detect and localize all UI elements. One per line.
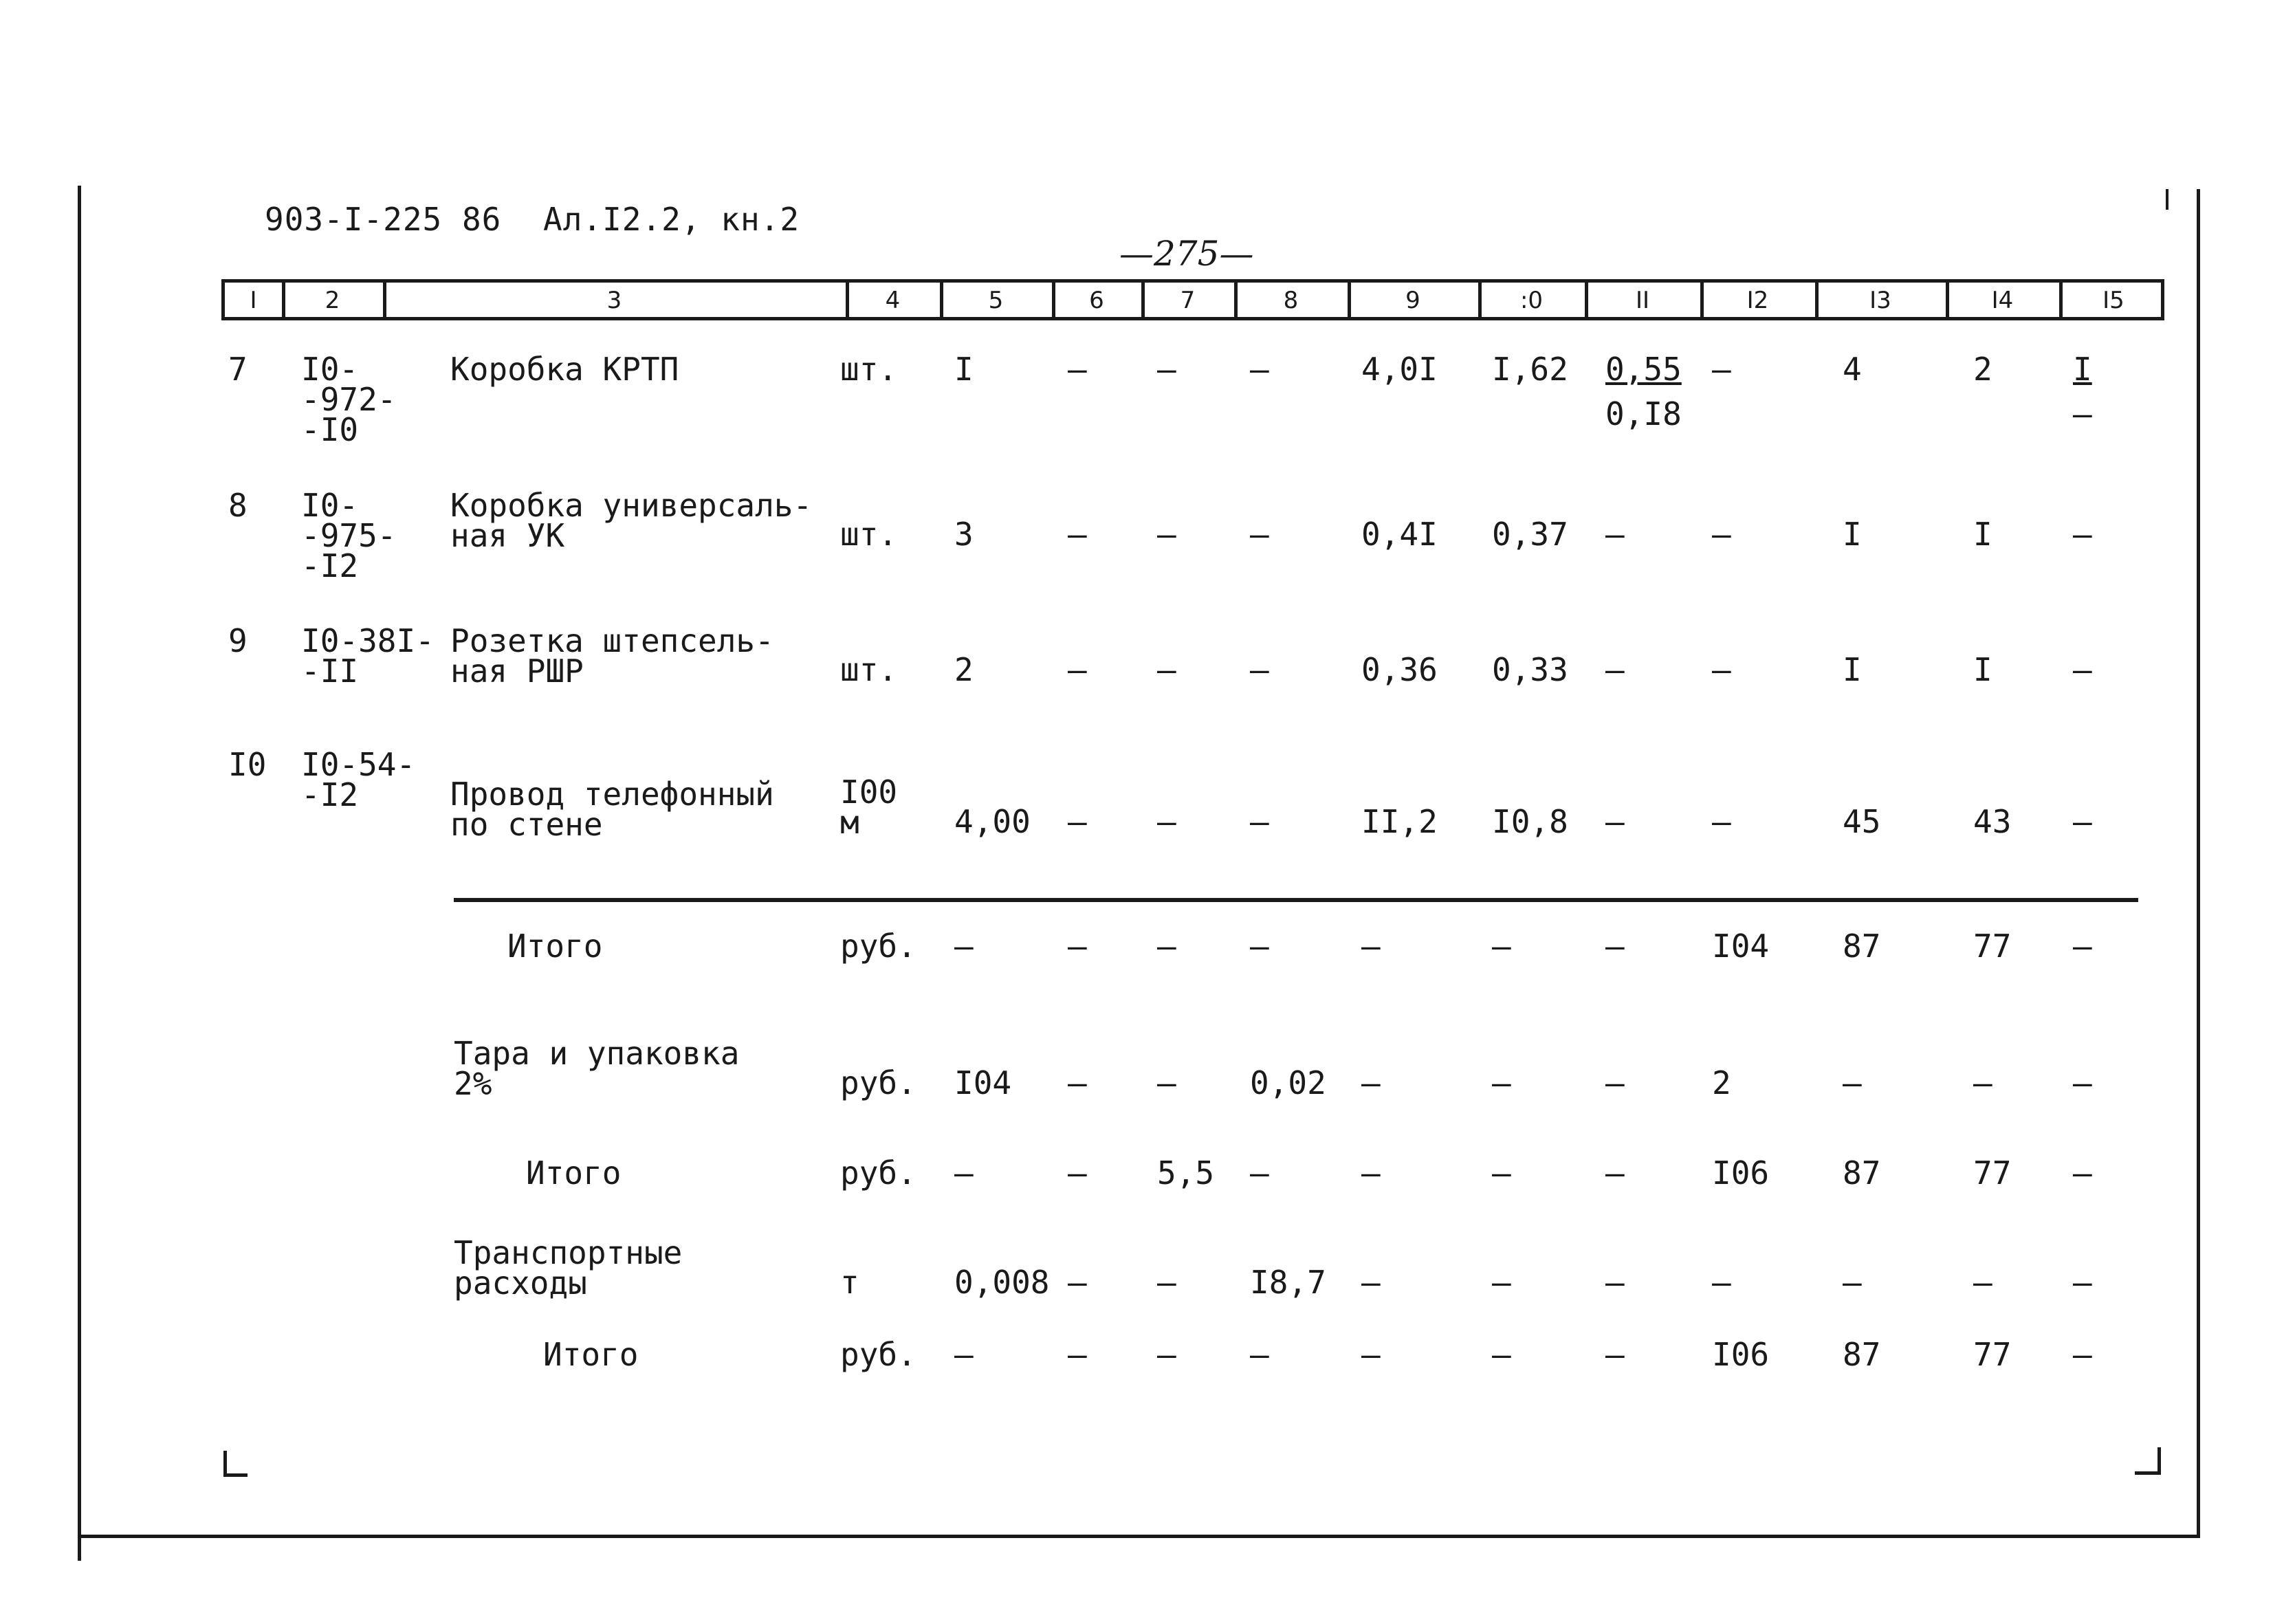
cell-col-9: II,2 <box>1361 803 1438 840</box>
summary-col-7: – <box>1157 928 1176 965</box>
cell-col-12: – <box>1712 516 1731 553</box>
item-code: I0- -972- -I0 <box>301 351 397 448</box>
frame-right-tick <box>2166 189 2168 210</box>
item-unit: шт. <box>840 351 898 388</box>
cell-col-15: – <box>2073 803 2092 840</box>
summary-col-10: – <box>1492 1264 1511 1301</box>
cell-col-12: – <box>1712 351 1731 388</box>
cell-col-14: I <box>1973 651 1992 688</box>
item-code: I0-54- -I2 <box>301 746 416 813</box>
cell-col-6: – <box>1068 803 1087 840</box>
cell-col-5: I <box>954 351 974 388</box>
column-number: I4 <box>1991 287 2014 314</box>
summary-col-8: – <box>1250 928 1269 965</box>
column-number: 6 <box>1089 287 1104 314</box>
cell-col-14: I <box>1973 516 1992 553</box>
summary-col-7: – <box>1157 1336 1176 1373</box>
summary-col-12: – <box>1712 1264 1731 1301</box>
summary-col-5: – <box>954 1336 974 1373</box>
cell-col-15: – <box>2073 651 2092 688</box>
column-number-bar <box>221 279 2164 320</box>
summary-col-6: – <box>1068 1336 1087 1373</box>
cell-col-11: – <box>1605 803 1625 840</box>
summary-col-7: 5,5 <box>1157 1154 1215 1192</box>
summary-col-11: – <box>1605 1154 1625 1192</box>
cell-col-9: 0,4I <box>1361 516 1438 553</box>
summary-col-5: 0,008 <box>954 1264 1050 1301</box>
column-number: I2 <box>1746 287 1769 314</box>
summary-col-15: – <box>2073 1154 2092 1192</box>
summary-col-13: – <box>1843 1064 1862 1101</box>
cell-col-9: 0,36 <box>1361 651 1438 688</box>
summary-col-10: – <box>1492 1064 1511 1101</box>
album-reference: Ал.I2.2, кн.2 <box>543 201 800 238</box>
summary-col-15: – <box>2073 1064 2092 1101</box>
cell-col-11: – <box>1605 516 1625 553</box>
cell-col-13: I <box>1843 516 1862 553</box>
column-number: :0 <box>1519 287 1544 314</box>
frame-bottom-border <box>78 1535 2200 1538</box>
summary-col-7: – <box>1157 1064 1176 1101</box>
summary-col-5: I04 <box>954 1064 1012 1101</box>
summary-col-13: – <box>1843 1264 1862 1301</box>
column-number: 4 <box>885 287 901 314</box>
summary-col-15: – <box>2073 928 2092 965</box>
summary-col-8: – <box>1250 1336 1269 1373</box>
column-number: 7 <box>1180 287 1196 314</box>
cell-col-8: – <box>1250 651 1269 688</box>
summary-col-6: – <box>1068 1154 1087 1192</box>
summary-col-12: I06 <box>1712 1336 1770 1373</box>
cell-col-8: – <box>1250 803 1269 840</box>
summary-col-11: – <box>1605 928 1625 965</box>
summary-col-11: – <box>1605 1336 1625 1373</box>
cell-col-7: – <box>1157 516 1176 553</box>
corner-mark-right <box>2135 1471 2161 1475</box>
cell-col-14: 43 <box>1973 803 2012 840</box>
item-name: Провод телефонный по стене <box>450 776 774 843</box>
column-number: I3 <box>1869 287 1891 314</box>
cell-col-7: – <box>1157 351 1176 388</box>
summary-col-10: – <box>1492 928 1511 965</box>
summary-col-11: – <box>1605 1264 1625 1301</box>
summary-col-13: 87 <box>1843 1154 1881 1192</box>
column-number: 9 <box>1405 287 1420 314</box>
cell-col-10: I0,8 <box>1492 803 1568 840</box>
summary-label: Транспортные расходы <box>454 1234 683 1302</box>
summary-col-12: I04 <box>1712 928 1770 965</box>
summary-col-13: 87 <box>1843 1336 1881 1373</box>
summary-col-15: – <box>2073 1264 2092 1301</box>
cell-col-15: I <box>2073 351 2092 388</box>
summary-col-9: – <box>1361 1154 1381 1192</box>
summary-col-11: – <box>1605 1064 1625 1101</box>
summary-col-14: 77 <box>1973 1336 2012 1373</box>
summary-col-14: – <box>1973 1264 1992 1301</box>
document-code: 903-I-225 86 <box>265 201 502 238</box>
summary-unit: руб. <box>840 1336 916 1373</box>
cell-col-15: – <box>2073 516 2092 553</box>
cell-col-13: 45 <box>1843 803 1881 840</box>
cell-col-15-denominator: – <box>2073 395 2092 432</box>
summary-col-12: I06 <box>1712 1154 1770 1192</box>
corner-mark-left <box>223 1473 248 1477</box>
column-number: 5 <box>988 287 1004 314</box>
item-name: Розетка штепсель- ная РШР <box>450 622 774 690</box>
summary-col-7: – <box>1157 1264 1176 1301</box>
summary-col-8: – <box>1250 1154 1269 1192</box>
summary-col-6: – <box>1068 928 1087 965</box>
cell-col-8: – <box>1250 351 1269 388</box>
cell-col-13: I <box>1843 651 1862 688</box>
summary-label: Итого <box>507 928 603 965</box>
cell-col-14: 2 <box>1973 351 1992 388</box>
summary-unit: руб. <box>840 928 916 965</box>
summary-col-9: – <box>1361 1064 1381 1101</box>
cell-col-8: – <box>1250 516 1269 553</box>
row-number: I0 <box>228 746 267 783</box>
cell-col-12: – <box>1712 651 1731 688</box>
frame-left-border <box>78 186 81 1561</box>
cell-col-11-denominator: 0,I8 <box>1605 395 1682 432</box>
summary-col-8: I8,7 <box>1250 1264 1326 1301</box>
cell-col-6: – <box>1068 651 1087 688</box>
summary-col-9: – <box>1361 928 1381 965</box>
summary-unit: т <box>840 1264 859 1301</box>
cell-col-7: – <box>1157 651 1176 688</box>
cell-col-6: – <box>1068 351 1087 388</box>
summary-col-10: – <box>1492 1336 1511 1373</box>
row-number: 9 <box>228 622 248 659</box>
column-number: 8 <box>1283 287 1299 314</box>
row-number: 7 <box>228 351 248 388</box>
cell-col-7: – <box>1157 803 1176 840</box>
summary-label: Итого <box>526 1154 622 1192</box>
summary-unit: руб. <box>840 1154 916 1192</box>
summary-unit: руб. <box>840 1064 916 1101</box>
summary-label: Итого <box>543 1336 639 1373</box>
item-name: Коробка универсаль- ная УК <box>450 487 813 554</box>
summary-col-6: – <box>1068 1064 1087 1101</box>
summary-col-6: — <box>1068 1264 1087 1301</box>
item-code: I0- -975- -I2 <box>301 487 397 584</box>
summary-col-5: – <box>954 1154 974 1192</box>
column-number: I5 <box>2102 287 2124 314</box>
item-unit: шт. <box>840 651 898 688</box>
summary-col-14: 77 <box>1973 928 2012 965</box>
cell-col-11: 0,55 <box>1605 351 1682 388</box>
summary-col-9: – <box>1361 1264 1381 1301</box>
summary-col-12: 2 <box>1712 1064 1731 1101</box>
summary-col-9: – <box>1361 1336 1381 1373</box>
column-number: 3 <box>606 287 622 314</box>
cell-col-11: – <box>1605 651 1625 688</box>
summary-col-14: – <box>1973 1064 1992 1101</box>
item-unit: шт. <box>840 516 898 553</box>
frame-right-border <box>2197 189 2200 1537</box>
summary-col-8: 0,02 <box>1250 1064 1326 1101</box>
summary-col-14: 77 <box>1973 1154 2012 1192</box>
summary-col-15: – <box>2073 1336 2092 1373</box>
cell-col-6: – <box>1068 516 1087 553</box>
summary-col-5: – <box>954 928 974 965</box>
cell-col-5: 3 <box>954 516 974 553</box>
summary-col-13: 87 <box>1843 928 1881 965</box>
cell-col-10: 0,33 <box>1492 651 1568 688</box>
corner-mark-right <box>2157 1447 2161 1475</box>
totals-separator <box>454 898 2138 902</box>
summary-label: Тара и упаковка 2% <box>454 1035 740 1102</box>
cell-col-10: I,62 <box>1492 351 1568 388</box>
item-code: I0-38I- -II <box>301 622 435 690</box>
cell-col-5: 2 <box>954 651 974 688</box>
cell-col-13: 4 <box>1843 351 1862 388</box>
summary-col-10: – <box>1492 1154 1511 1192</box>
column-number: I <box>250 287 257 314</box>
column-number: II <box>1635 287 1650 314</box>
item-name: Коробка КРТП <box>450 351 679 388</box>
page-number: —275— <box>1119 234 1254 274</box>
cell-col-10: 0,37 <box>1492 516 1568 553</box>
cell-col-5: 4,00 <box>954 803 1031 840</box>
column-number: 2 <box>325 287 340 314</box>
cell-col-9: 4,0I <box>1361 351 1438 388</box>
item-unit: I00 м <box>840 773 898 841</box>
row-number: 8 <box>228 487 248 524</box>
cell-col-12: – <box>1712 803 1731 840</box>
